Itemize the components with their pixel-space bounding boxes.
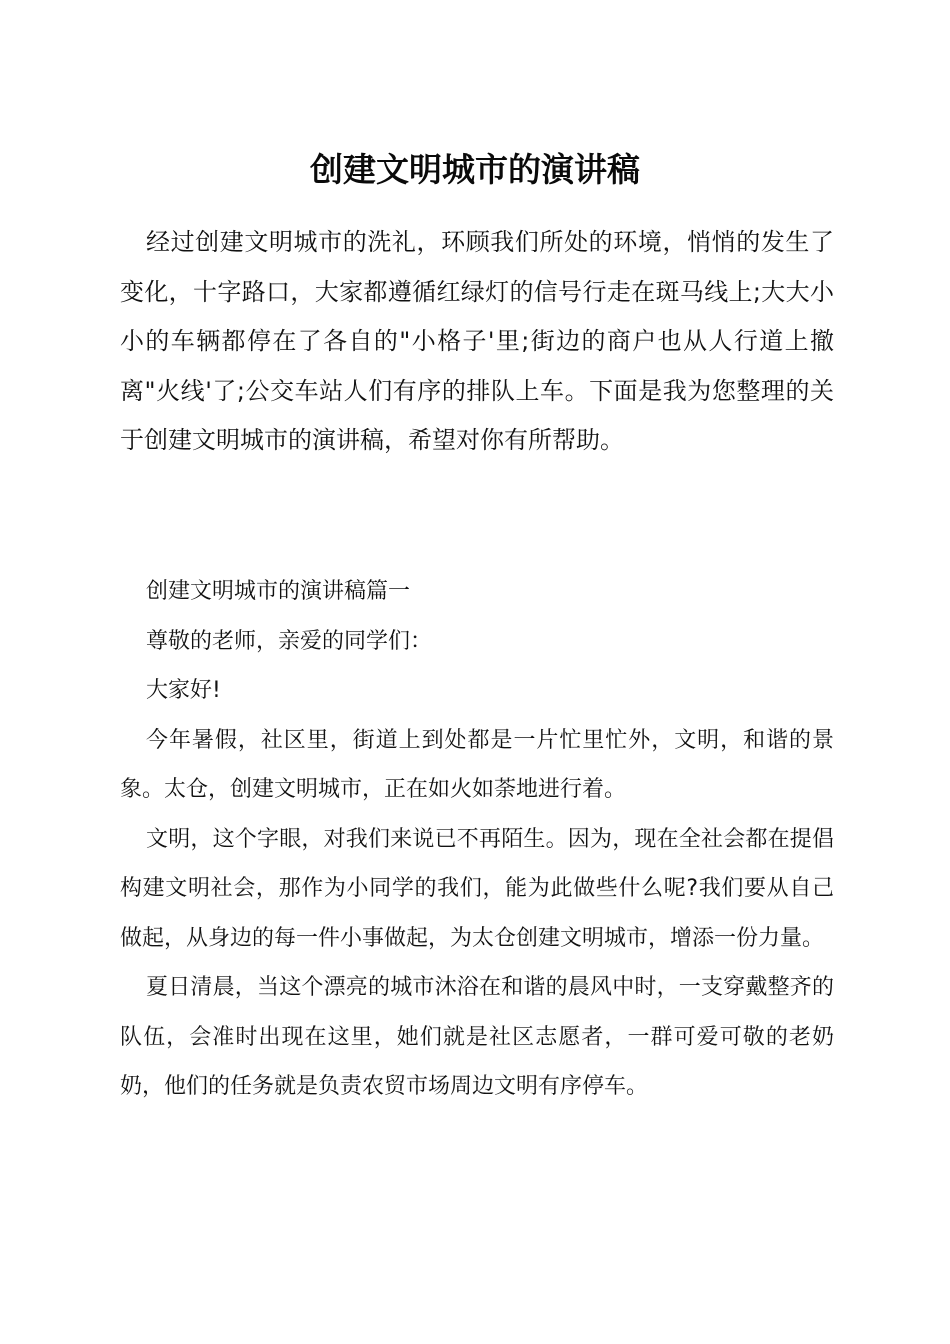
speech-body — [120, 567, 834, 1112]
body-paragraph: 今年暑假，社区里，街道上到处都是一片忙里忙外，文明，和谐的景象。太仓，创建文明城市，正在如火如荼地进行着。 — [120, 727, 834, 802]
body-paragraph: 文明，这个字眼，对我们来说已不再陌生。因为，现在全社会都在提倡构建文明社会，那作为小同学的我们，能为此做些什么呢?我们要从自己做起，从身边的每一件小事做起，为太仓创建文明城市，增添一份力量。 — [120, 826, 834, 951]
document-title: 创建文明城市的演讲稿 — [310, 150, 640, 189]
greeting: 大家好! — [146, 678, 221, 703]
body-paragraph: 夏日清晨，当这个漂亮的城市沐浴在和谐的晨风中时，一支穿戴整齐的队伍，会准时出现在这里，她们就是社区志愿者，一群可爱可敬的老奶奶，他们的任务就是负责农贸市场周边文明有序停车。 — [120, 975, 834, 1099]
salutation: 尊敬的老师，亲爱的同学们： — [146, 628, 433, 654]
section-heading: 创建文明城市的演讲稿篇一 — [146, 579, 411, 604]
intro-paragraph: 经过创建文明城市的洗礼，环顾我们所处的环境，悄悄的发生了变化，十字路口，大家都遵循红绿灯的信号行走在斑马线上;大大小小的车辆都停在了各自的"小格子'里;街边的商户也从人行道上撤离"火线'了;公交车站人们有序的排队上车。下面是我为您整理的关于创建文明城市的演讲稿，希望对你有所帮助。 — [120, 228, 834, 454]
